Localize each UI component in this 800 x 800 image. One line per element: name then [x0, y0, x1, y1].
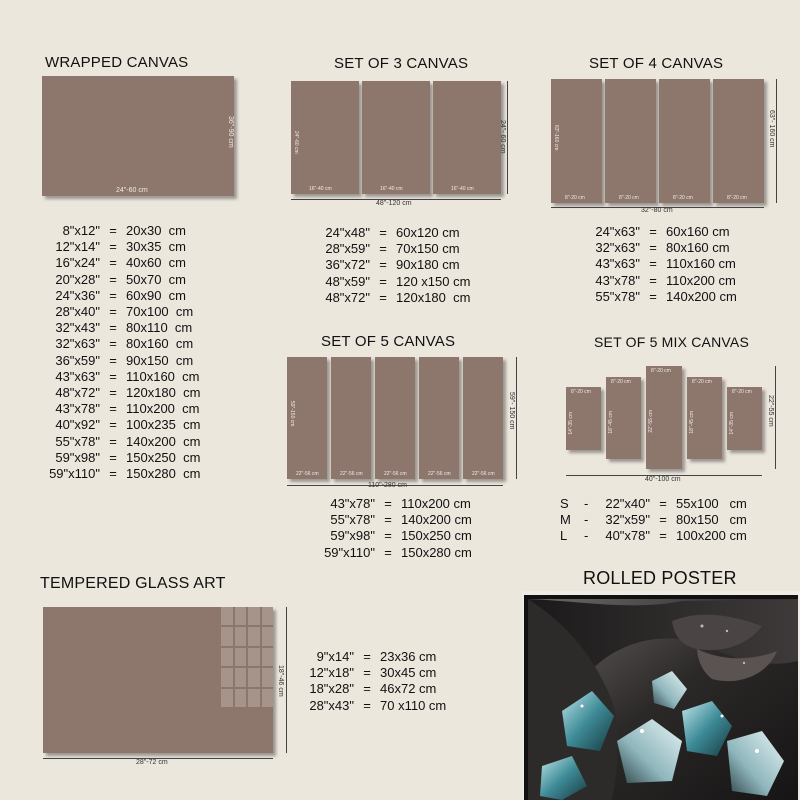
set5-height-line [516, 357, 517, 479]
size-cm: 110x200 cm [401, 496, 471, 511]
equals-sign: = [363, 665, 371, 681]
wrapped-size-row [40, 385, 200, 401]
equals-sign: = [109, 352, 117, 368]
size-inches: 55"x78" [330, 512, 375, 528]
equals-sign: = [109, 287, 117, 303]
equals-sign: = [363, 697, 371, 713]
mix5-height-label: 22"-55 cm [767, 395, 774, 427]
glass-size-row [306, 698, 446, 714]
set3-panel-height-label: 24"-60 cm [293, 131, 299, 154]
size-inches: 36"x59" [55, 352, 100, 368]
mix5-panel-2-height-label: 18"-45 cm [608, 411, 614, 434]
wrapped-size-row [40, 401, 200, 417]
size-cm: 90x150 cm [126, 352, 194, 368]
set3-panel-2-label: 16"-40 cm [380, 186, 403, 192]
set4-total-width-label: 32"-80 cm [641, 207, 673, 214]
mix5-total-width-label: 40"-100 cm [645, 476, 681, 483]
set5-panel-height-label: 59"-150 cm [289, 401, 295, 427]
equals-sign: = [109, 368, 117, 384]
size-cm: 90x180 cm [396, 257, 460, 273]
set4-title: SET OF 4 CANVAS [589, 55, 724, 72]
size-inches: 32"x63" [595, 240, 640, 256]
wrapped-width-label: 24"-60 cm [116, 187, 148, 194]
mix5-panel-3-height-label: 22"-55 cm [648, 410, 654, 433]
size-inches: 32"x59" [605, 512, 650, 528]
size-cm: 80x110 cm [126, 320, 193, 336]
equals-sign: = [659, 496, 667, 511]
size-inches: 43"x78" [330, 496, 375, 511]
size-inches: 43"x78" [55, 401, 100, 417]
wrapped-size-row [40, 450, 200, 466]
size-cm: 140x200 cm [126, 433, 201, 449]
set3-size-row [318, 241, 470, 257]
size-cm: 120 x150 cm [396, 273, 471, 289]
set3-panel-3-label: 16"-40 cm [451, 186, 474, 192]
equals-sign: = [109, 320, 117, 336]
mix5-panel-4-width-label: 8"-20 cm [692, 379, 712, 385]
size-cm: 60x120 cm [396, 225, 460, 240]
set3-size-row [318, 225, 470, 241]
size-cm: 70 x110 cm [380, 697, 447, 713]
equals-sign: = [109, 417, 117, 433]
set4-panel-3-label: 8"-20 cm [673, 195, 693, 201]
wrapped-height-label: 36"-90 cm [227, 116, 234, 148]
size-cm: 80x160 cm [666, 240, 730, 256]
set5-panel-5 [463, 357, 503, 479]
size-code: M [560, 512, 571, 528]
size-cm: 80x150 cm [676, 512, 747, 528]
wrapped-size-row [40, 255, 200, 271]
equals-sign: = [649, 256, 657, 272]
size-inches: 36"x72" [325, 257, 370, 273]
set5-panel-1 [287, 357, 327, 479]
size-inches: 18"x28" [309, 681, 354, 697]
equals-sign: = [659, 528, 667, 544]
wrapped-size-row [40, 239, 200, 255]
size-cm: 140x200 cm [401, 512, 472, 528]
size-inches: 24"x48" [325, 225, 370, 240]
set4-height-line [776, 79, 777, 203]
glass-reflection [221, 607, 273, 707]
size-cm: 110x160 cm [126, 368, 200, 384]
glass-width-label: 28"-72 cm [136, 759, 168, 766]
equals-sign: = [109, 255, 117, 271]
equals-sign: = [379, 241, 387, 257]
set5-title: SET OF 5 CANVAS [321, 333, 456, 350]
set3-panel-2 [362, 81, 430, 194]
size-inches: 40"x78" [605, 528, 650, 544]
size-cm: 30x35 cm [126, 239, 186, 255]
set4-size-row [588, 289, 737, 305]
size-inches: 43"x63" [55, 368, 100, 384]
set3-panel-1 [291, 81, 359, 194]
set5-size-row [315, 496, 472, 512]
set3-size-row [318, 290, 470, 306]
size-inches: 28"x43" [309, 697, 354, 713]
mix5-title: SET OF 5 MIX CANVAS [594, 334, 749, 350]
mix5-size-list [560, 496, 747, 545]
size-cm: 150x280 cm [401, 544, 472, 560]
glass-size-row [306, 681, 446, 697]
set5-total-width-label: 110"-280 cm [368, 482, 407, 489]
size-cm: 120x180 cm [126, 385, 201, 401]
equals-sign: = [379, 257, 387, 273]
size-cm: 60x90 cm [126, 287, 186, 303]
equals-sign: = [649, 272, 657, 288]
set4-panel-1 [551, 79, 602, 203]
mix5-panel-5-height-label: 14"-35 cm [729, 412, 735, 435]
equals-sign: = [109, 449, 117, 465]
size-cm: 40x60 cm [126, 255, 186, 271]
glass-size-row [306, 649, 446, 665]
equals-sign: = [109, 239, 117, 255]
size-inches: 8"x12" [62, 223, 100, 238]
glass-height-line [286, 607, 287, 753]
set5-size-row [315, 528, 472, 544]
mix5-panel-2 [606, 377, 641, 459]
size-cm: 120x180 cm [396, 289, 471, 305]
set5-panel-3 [375, 357, 415, 479]
size-cm: 100x235 cm [126, 417, 201, 433]
size-inches: 48"x72" [55, 385, 100, 401]
set4-size-row [588, 240, 737, 256]
size-inches: 12"x14" [55, 239, 100, 255]
size-inches: 28"x59" [325, 241, 370, 257]
size-cm: 46x72 cm [380, 681, 437, 697]
size-inches: 48"x59" [325, 273, 370, 289]
set5-panel-5-label: 22"-56 cm [472, 471, 495, 477]
size-inches: 55"x78" [55, 433, 100, 449]
glass-title: TEMPERED GLASS ART [40, 575, 226, 592]
size-inches: 59"x110" [49, 466, 100, 482]
wrapped-size-row [40, 320, 200, 336]
wrapped-size-row [40, 272, 200, 288]
glass-height-label: 18"-46 cm [277, 665, 284, 697]
equals-sign: = [384, 512, 392, 528]
size-cm: 20x30 cm [126, 223, 186, 238]
size-inches: 43"x78" [595, 272, 640, 288]
set5-panel-2-label: 22"-56 cm [340, 471, 363, 477]
equals-sign: = [379, 273, 387, 289]
set5-size-list [315, 496, 472, 561]
equals-sign: = [109, 466, 117, 482]
size-cm: 110x160 cm [666, 256, 736, 272]
mix5-panel-3 [646, 366, 682, 469]
size-cm: 110x200 cm [126, 401, 200, 417]
set4-size-row [588, 224, 737, 240]
wrapped-size-row [40, 353, 200, 369]
wrapped-size-row [40, 417, 200, 433]
set4-panel-4 [713, 79, 764, 203]
wrapped-size-row [40, 369, 200, 385]
mix5-size-row [560, 496, 747, 512]
equals-sign: = [649, 224, 657, 239]
size-cm: 150x250 cm [126, 449, 201, 465]
set3-panel-1-label: 16"-40 cm [309, 186, 332, 192]
size-cm: 100x200 cm [676, 528, 747, 544]
set5-size-row [315, 545, 472, 561]
mix5-panel-4-height-label: 18"-45 cm [689, 411, 695, 434]
size-inches: 55"x78" [595, 288, 640, 304]
set5-size-row [315, 512, 472, 528]
glass-panel [43, 607, 273, 753]
set3-size-row [318, 274, 470, 290]
equals-sign: = [649, 240, 657, 256]
dash: - [584, 512, 589, 528]
size-inches: 12"x18" [309, 665, 354, 681]
rolled-poster-image [522, 591, 800, 800]
mix5-height-line [775, 366, 776, 469]
size-cm: 80x160 cm [126, 336, 194, 352]
size-cm: 110x200 cm [666, 272, 736, 288]
mix5-panel-1-height-label: 14"-35 cm [568, 412, 574, 435]
equals-sign: = [109, 401, 117, 417]
wrapped-size-row [40, 288, 200, 304]
equals-sign: = [109, 336, 117, 352]
set3-title: SET OF 3 CANVAS [334, 55, 469, 72]
dash: - [584, 528, 589, 544]
size-cm: 150x250 cm [401, 528, 472, 544]
set3-height-label: 24"- 60 cm [499, 120, 506, 154]
equals-sign: = [109, 304, 117, 320]
set3-total-width-label: 48"-120 cm [376, 200, 412, 207]
size-cm: 140x200 cm [666, 288, 737, 304]
size-inches: 59"x110" [324, 544, 375, 560]
size-inches: 48"x72" [325, 289, 370, 305]
equals-sign: = [109, 271, 117, 287]
wrapped-size-list [40, 223, 200, 482]
mix5-size-row [560, 512, 747, 528]
size-cm: 30x45 cm [380, 665, 437, 681]
wrapped-size-row [40, 434, 200, 450]
equals-sign: = [384, 496, 392, 511]
equals-sign: = [363, 649, 371, 664]
set3-size-row [318, 257, 470, 273]
set4-size-list [588, 224, 737, 305]
equals-sign: = [379, 289, 387, 305]
equals-sign: = [384, 544, 392, 560]
size-inches: 32"x43" [55, 320, 100, 336]
equals-sign: = [649, 288, 657, 304]
set4-panel-1-label: 8"-20 cm [565, 195, 585, 201]
mix5-size-row [560, 528, 747, 544]
wrapped-size-row [40, 304, 200, 320]
equals-sign: = [659, 512, 667, 528]
size-inches: 59"x98" [330, 528, 375, 544]
mix5-panel-1-width-label: 8"-20 cm [571, 389, 591, 395]
mix5-panel-5-width-label: 8"-20 cm [732, 389, 752, 395]
size-cm: 150x280 cm [126, 466, 201, 482]
size-inches: 22"x40" [605, 496, 650, 511]
set3-height-line [507, 81, 508, 194]
size-cm: 23x36 cm [380, 649, 437, 664]
size-inches: 24"x63" [595, 224, 640, 239]
set4-panel-height-label: 63"-160 cm [553, 125, 559, 151]
wrapped-size-row [40, 223, 200, 239]
size-cm: 50x70 cm [126, 271, 186, 287]
size-inches: 43"x63" [595, 256, 640, 272]
dash: - [584, 496, 589, 511]
set3-size-list [318, 225, 470, 306]
equals-sign: = [363, 681, 371, 697]
set4-panel-2 [605, 79, 656, 203]
size-cm: 70x100 cm [126, 304, 194, 320]
set5-height-label: 59"- 150 cm [508, 392, 515, 430]
equals-sign: = [109, 433, 117, 449]
set4-size-row [588, 273, 737, 289]
wrapped-canvas-title: WRAPPED CANVAS [45, 54, 189, 71]
glass-size-row [306, 665, 446, 681]
size-inches: 9"x14" [316, 649, 354, 664]
set4-size-row [588, 256, 737, 272]
mix5-panel-1 [566, 387, 601, 450]
set5-panel-1-label: 22"-56 cm [296, 471, 319, 477]
set4-height-label: 63"- 160 cm [768, 110, 775, 148]
poster-illustration [522, 591, 800, 800]
set3-panel-3 [433, 81, 501, 194]
mix5-panel-5 [727, 387, 762, 450]
size-cm: 55x100 cm [676, 496, 747, 511]
set4-panel-4-label: 8"-20 cm [727, 195, 747, 201]
size-inches: 32"x63" [55, 336, 100, 352]
mix5-panel-4 [687, 377, 722, 459]
size-code: L [560, 528, 568, 544]
size-inches: 24"x36" [55, 287, 100, 303]
set5-panel-4-label: 22"-56 cm [428, 471, 451, 477]
wrapped-size-row [40, 466, 200, 482]
set4-panel-2-label: 8"-20 cm [619, 195, 639, 201]
set5-panel-4 [419, 357, 459, 479]
equals-sign: = [384, 528, 392, 544]
size-cm: 60x160 cm [666, 224, 730, 239]
size-inches: 28"x40" [55, 304, 100, 320]
set5-panel-2 [331, 357, 371, 479]
wrapped-size-row [40, 336, 200, 352]
poster-title: ROLLED POSTER [583, 568, 737, 588]
size-inches: 40"x92" [55, 417, 100, 433]
equals-sign: = [109, 223, 117, 238]
equals-sign: = [379, 225, 387, 240]
size-inches: 20"x28" [55, 271, 100, 287]
mix5-panel-3-width-label: 8"-20 cm [651, 368, 671, 374]
size-code: S [560, 496, 569, 511]
set5-panel-3-label: 22"-56 cm [384, 471, 407, 477]
size-cm: 70x150 cm [396, 241, 460, 257]
size-inches: 16"x24" [55, 255, 100, 271]
glass-size-list [306, 649, 446, 714]
mix5-panel-2-width-label: 8"-20 cm [611, 379, 631, 385]
wrapped-canvas-panel [42, 76, 234, 196]
size-inches: 59"x98" [55, 449, 100, 465]
set4-panel-3 [659, 79, 710, 203]
equals-sign: = [109, 385, 117, 401]
